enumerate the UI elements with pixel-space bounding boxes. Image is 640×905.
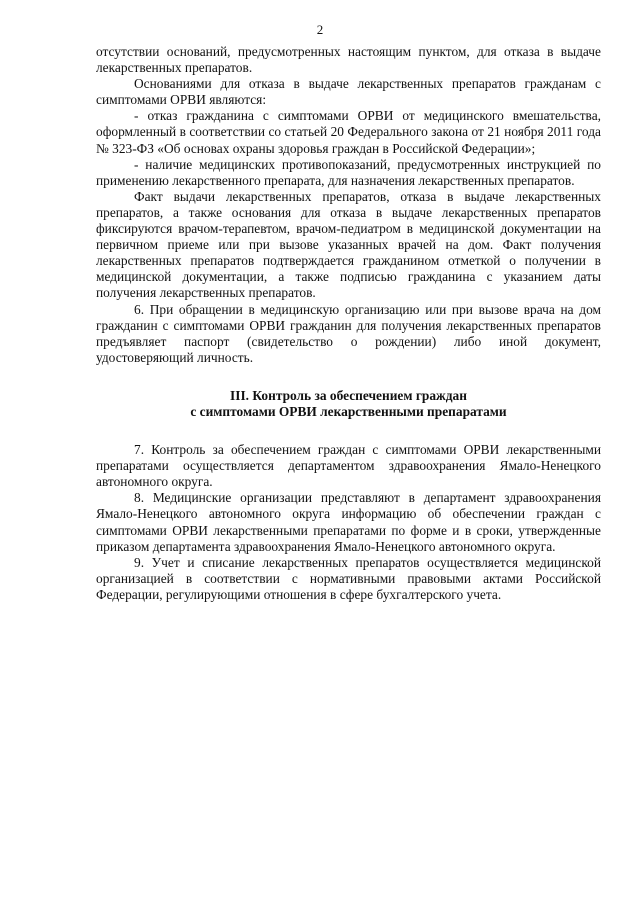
section-heading — [96, 388, 601, 420]
paragraph-1: отсутствии оснований, предусмотренных настоящим пунктом, для отказа в выдаче лекарственных препаратов. — [96, 44, 601, 76]
page-number: 2 — [316, 22, 324, 37]
paragraph-6: 6. При обращении в медицинскую организацию или при вызове врача на дом гражданин с симптомами ОРВИ гражданин для получения лекарственных препаратов предъявляет паспорт (свидетельство о рождении) либо иной документ, удостоверяющий личность. — [96, 301, 601, 365]
section-heading-line-1: III. Контроль за обеспечением граждан — [230, 387, 467, 403]
document-body — [96, 44, 601, 603]
paragraph-5: Факт выдачи лекарственных препаратов, отказа в выдаче лекарственных препаратов, а также основания для отказа в выдаче лекарственных препаратов фиксируются врачом-терапевтом, врачом-педиатром в медицинской документации на первичном приеме или при вызове указанных врачей на дом. Факт получения лекарственных препаратов подтверждается гражданином отметкой о получении в медицинской документации, а также подписью гражданина с указанием даты получения лекарственных препаратов. — [96, 188, 601, 301]
paragraph-3: - отказ гражданина с симптомами ОРВИ от медицинского вмешательства, оформленный в соответствии со статьей 20 Федерального закона от 21 ноября 2011 года № 323-ФЗ «Об основах охраны здоровья граждан в Российской Федерации»; — [96, 108, 601, 156]
section-heading-line-2: с симптомами ОРВИ лекарственными препаратами — [190, 403, 507, 419]
paragraph-2: Основаниями для отказа в выдаче лекарственных препаратов гражданам с симптомами ОРВИ являются: — [96, 76, 601, 108]
paragraph-4: - наличие медицинских противопоказаний, предусмотренных инструкцией по применению лекарственного препарата, для назначения лекарственных препаратов. — [96, 156, 601, 188]
paragraphs-after — [96, 442, 601, 603]
paragraph-8: 8. Медицинские организации представляют в департамент здравоохранения Ямало-Ненецкого автономного округа информацию об обеспечении граждан с симптомами ОРВИ лекарственными препаратами по форме и в сроки, утвержденные приказом департамента здравоохранения Ямало-Ненецкого автономного округа. — [96, 490, 601, 554]
paragraph-9: 9. Учет и списание лекарственных препаратов осуществляется медицинской организацией в соответствии с нормативными правовыми актами Российской Федерации, регулирующими отношения в сфере бухгалтерского учета. — [96, 554, 601, 602]
paragraph-7: 7. Контроль за обеспечением граждан с симптомами ОРВИ лекарственными препаратами осуществляется департаментом здравоохранения Ямало-Ненецкого автономного округа. — [96, 442, 601, 490]
paragraphs-before — [96, 44, 601, 366]
